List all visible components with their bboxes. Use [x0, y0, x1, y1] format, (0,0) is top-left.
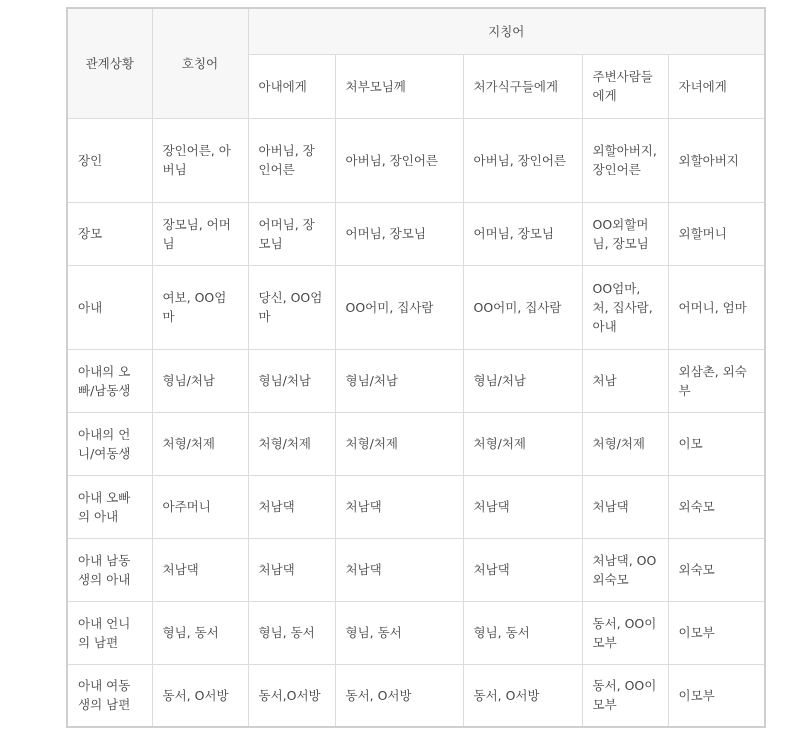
- cell-relation: 아내: [67, 265, 152, 349]
- cell-to-wife-family: 아버님, 장인어른: [463, 118, 582, 202]
- cell-relation: 아내의 언니/여동생: [67, 412, 152, 475]
- cell-to-wife: 처남댁: [248, 475, 335, 538]
- cell-to-parents-in-law: 아버님, 장인어른: [335, 118, 463, 202]
- cell-to-children: 외숙모: [668, 475, 765, 538]
- cell-to-others: 처남: [582, 349, 668, 412]
- cell-to-wife: 동서,O서방: [248, 664, 335, 727]
- cell-to-others: OO외할머님, 장모님: [582, 202, 668, 265]
- header-to-children: 자녀에게: [668, 54, 765, 118]
- cell-to-children: 외할머니: [668, 202, 765, 265]
- cell-address: 장모님, 어머님: [152, 202, 248, 265]
- cell-to-children: 외삼촌, 외숙부: [668, 349, 765, 412]
- cell-address: 아주머니: [152, 475, 248, 538]
- cell-to-children: 어머니, 엄마: [668, 265, 765, 349]
- cell-to-wife-family: 형님/처남: [463, 349, 582, 412]
- header-to-others: 주변사람들에게: [582, 54, 668, 118]
- cell-to-others: 처형/처제: [582, 412, 668, 475]
- cell-to-wife: 당신, OO엄마: [248, 265, 335, 349]
- table-row: [67, 265, 765, 349]
- cell-to-wife: 처형/처제: [248, 412, 335, 475]
- cell-to-children: 외할아버지: [668, 118, 765, 202]
- cell-to-wife: 형님/처남: [248, 349, 335, 412]
- cell-to-wife: 형님, 동서: [248, 601, 335, 664]
- cell-to-others: OO엄마, 처, 집사람, 아내: [582, 265, 668, 349]
- header-to-wife: 아내에게: [248, 54, 335, 118]
- cell-to-parents-in-law: 처남댁: [335, 538, 463, 601]
- cell-to-wife: 처남댁: [248, 538, 335, 601]
- cell-address: 장인어른, 아버님: [152, 118, 248, 202]
- table-row: [67, 118, 765, 202]
- cell-to-wife-family: 형님, 동서: [463, 601, 582, 664]
- cell-to-wife: 아버님, 장인어른: [248, 118, 335, 202]
- cell-to-parents-in-law: 형님/처남: [335, 349, 463, 412]
- cell-to-wife-family: 처남댁: [463, 475, 582, 538]
- cell-to-others: 동서, OO이모부: [582, 664, 668, 727]
- cell-relation: 장모: [67, 202, 152, 265]
- header-to-wife-family: 처가식구들에게: [463, 54, 582, 118]
- cell-to-parents-in-law: OO어미, 집사람: [335, 265, 463, 349]
- cell-address: 동서, O서방: [152, 664, 248, 727]
- cell-to-children: 이모: [668, 412, 765, 475]
- cell-to-others: 외할아버지, 장인어른: [582, 118, 668, 202]
- cell-to-others: 처남댁, OO외숙모: [582, 538, 668, 601]
- header-relation: 관계상황: [67, 8, 152, 118]
- table-row: [67, 538, 765, 601]
- cell-relation: 아내 오빠의 아내: [67, 475, 152, 538]
- cell-address: 여보, OO엄마: [152, 265, 248, 349]
- cell-address: 처형/처제: [152, 412, 248, 475]
- header-to-parents-in-law: 처부모님께: [335, 54, 463, 118]
- cell-to-parents-in-law: 어머님, 장모님: [335, 202, 463, 265]
- table-row: [67, 475, 765, 538]
- cell-relation: 아내 언니의 남편: [67, 601, 152, 664]
- cell-to-children: 이모부: [668, 601, 765, 664]
- cell-to-wife-family: 처형/처제: [463, 412, 582, 475]
- kinship-terms-table: [66, 7, 766, 728]
- cell-to-wife-family: 어머님, 장모님: [463, 202, 582, 265]
- table-row: [67, 601, 765, 664]
- header-reference-term: 지칭어: [248, 8, 765, 54]
- cell-to-wife-family: 처남댁: [463, 538, 582, 601]
- cell-relation: 장인: [67, 118, 152, 202]
- cell-to-parents-in-law: 처형/처제: [335, 412, 463, 475]
- cell-to-parents-in-law: 처남댁: [335, 475, 463, 538]
- cell-address: 형님, 동서: [152, 601, 248, 664]
- cell-to-wife-family: 동서, O서방: [463, 664, 582, 727]
- table-row: [67, 349, 765, 412]
- cell-to-wife: 어머님, 장모님: [248, 202, 335, 265]
- cell-address: 처남댁: [152, 538, 248, 601]
- table-row: [67, 412, 765, 475]
- cell-relation: 아내의 오빠/남동생: [67, 349, 152, 412]
- header-address-term: 호칭어: [152, 8, 248, 118]
- cell-to-children: 이모부: [668, 664, 765, 727]
- cell-to-parents-in-law: 형님, 동서: [335, 601, 463, 664]
- cell-relation: 아내 남동생의 아내: [67, 538, 152, 601]
- cell-to-parents-in-law: 동서, O서방: [335, 664, 463, 727]
- cell-to-others: 동서, OO이모부: [582, 601, 668, 664]
- cell-to-children: 외숙모: [668, 538, 765, 601]
- table-row: [67, 664, 765, 727]
- table-row: [67, 202, 765, 265]
- cell-to-wife-family: OO어미, 집사람: [463, 265, 582, 349]
- cell-to-others: 처남댁: [582, 475, 668, 538]
- cell-address: 형님/처남: [152, 349, 248, 412]
- cell-relation: 아내 여동생의 남편: [67, 664, 152, 727]
